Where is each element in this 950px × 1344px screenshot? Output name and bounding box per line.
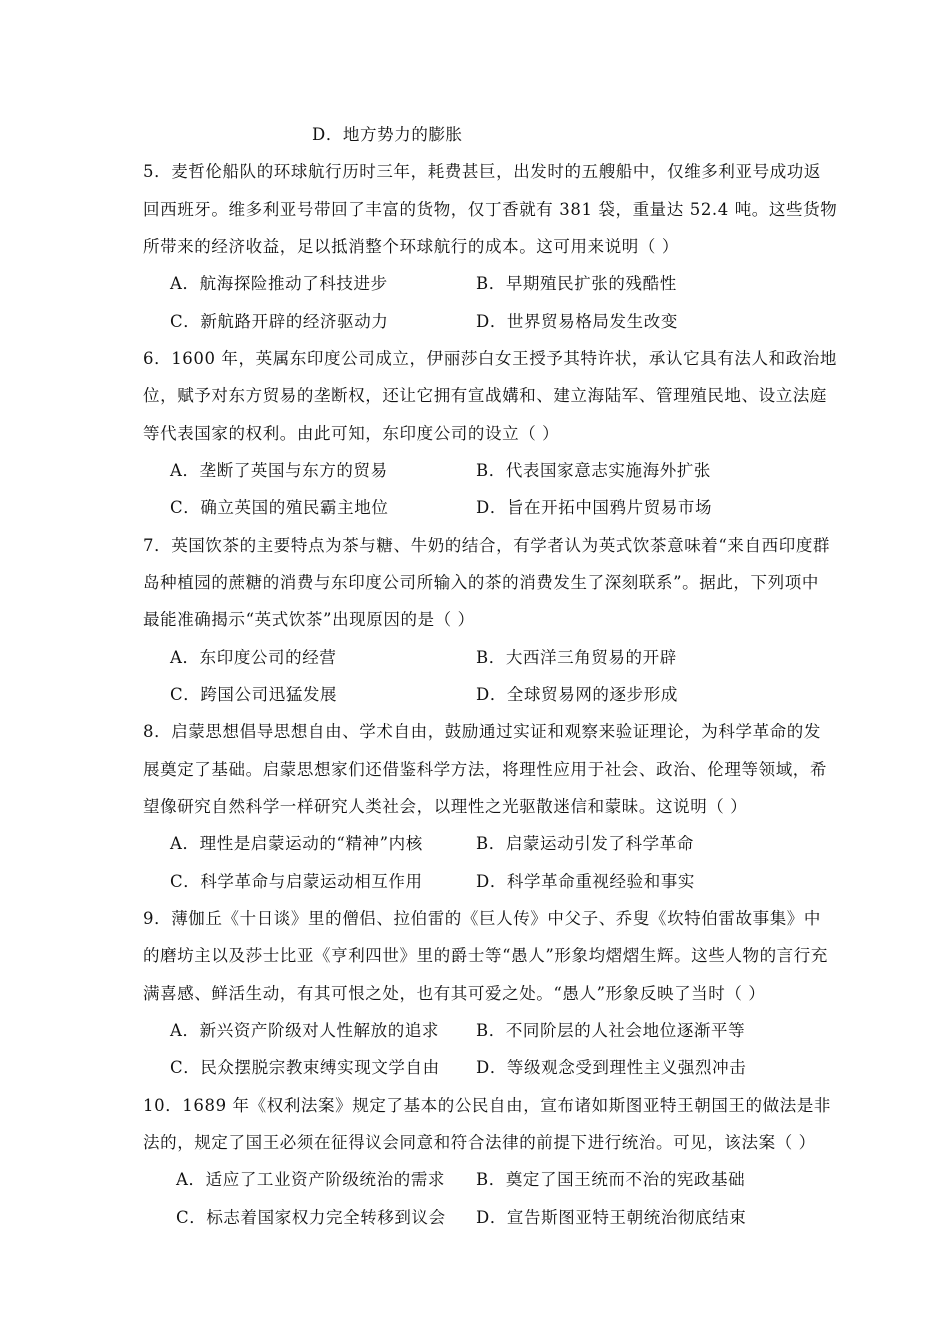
q10-option-c: C．标志着国家权力完全转移到议会 [176, 1208, 446, 1227]
q10-option-d: D．宣告斯图亚特王朝统治彻底结束 [476, 1208, 747, 1227]
q8-option-a: A．理性是启蒙运动的“精神”内核 [170, 834, 423, 853]
q10-stem-line-2: 法的，规定了国王必须在征得议会同意和符合法律的前提下进行统治。可见，该法案（ ） [143, 1133, 816, 1152]
q7-option-b: B．大西洋三角贸易的开辟 [476, 648, 677, 667]
q8-option-b: B．启蒙运动引发了科学革命 [476, 834, 694, 853]
q7-option-c: C．跨国公司迅猛发展 [170, 685, 338, 704]
q5-stem-line-1: 5．麦哲伦船队的环球航行历时三年，耗费甚巨，出发时的五艘船中，仅维多利亚号成功返 [143, 162, 821, 181]
q9-option-a: A．新兴资产阶级对人性解放的追求 [170, 1021, 440, 1040]
q5-option-a: A．航海探险推动了科技进步 [170, 274, 388, 293]
q6-option-a: A．垄断了英国与东方的贸易 [170, 461, 388, 480]
q7-stem-line-3: 最能准确揭示“英式饮茶”出现原因的是（ ） [143, 610, 475, 629]
q8-option-d: D．科学革命重视经验和事实 [476, 872, 696, 891]
q6-option-b: B．代表国家意志实施海外扩张 [476, 461, 712, 480]
q8-stem-line-1: 8．启蒙思想倡导思想自由、学术自由，鼓励通过实证和观察来验证理论，为科学革命的发 [143, 722, 821, 741]
q10-stem-line-1: 10．1689 年《权利法案》规定了基本的公民自由，宣布诸如斯图亚特王朝国王的做法是非 [143, 1096, 832, 1115]
q5-option-c: C．新航路开辟的经济驱动力 [170, 312, 389, 331]
q9-stem-line-2: 的磨坊主以及莎士比亚《亨利四世》里的爵士等“愚人”形象均熠熠生辉。这些人物的言行充 [143, 946, 828, 965]
q10-option-a: A．适应了工业资产阶级统治的需求 [176, 1170, 446, 1189]
q7-stem-line-2: 岛种植园的蔗糖的消费与东印度公司所输入的茶的消费发生了深刻联系”。据此，下列项中 [143, 573, 819, 592]
q5-option-d: D．世界贸易格局发生改变 [476, 312, 678, 331]
q8-stem-line-2: 展奠定了基础。启蒙思想家们还借鉴科学方法，将理性应用于社会、政治、伦理等领域，希 [143, 760, 827, 779]
q5-stem-line-2: 回西班牙。维多利亚号带回了丰富的货物，仅丁香就有 381 袋，重量达 52.4 吨。这些货物 [143, 200, 838, 219]
q9-option-c: C．民众摆脱宗教束缚实现文学自由 [170, 1058, 440, 1077]
q9-stem-line-3: 满喜感、鲜活生动，有其可恨之处，也有其可爱之处。“愚人”形象反映了当时（ ） [143, 984, 766, 1003]
q6-stem-line-2: 位，赋予对东方贸易的垄断权，还让它拥有宣战媾和、建立海陆军、管理殖民地、设立法庭 [143, 386, 827, 405]
q7-option-d: D．全球贸易网的逐步形成 [476, 685, 678, 704]
q8-option-c: C．科学革命与启蒙运动相互作用 [170, 872, 423, 891]
q9-stem-line-1: 9．薄伽丘《十日谈》里的僧侣、拉伯雷的《巨人传》中父子、乔叟《坎特伯雷故事集》中 [143, 909, 821, 928]
q7-stem-line-1: 7．英国饮茶的主要特点为茶与糖、牛奶的结合，有学者认为英式饮茶意味着“来自西印度群 [143, 536, 831, 555]
q6-option-d: D．旨在开拓中国鸦片贸易市场 [476, 498, 713, 517]
q9-option-d: D．等级观念受到理性主义强烈冲击 [476, 1058, 747, 1077]
q4-option-d: D．地方势力的膨胀 [312, 125, 463, 144]
q6-stem-line-3: 等代表国家的权利。由此可知，东印度公司的设立（ ） [143, 424, 560, 443]
q6-option-c: C．确立英国的殖民霸主地位 [170, 498, 389, 517]
q7-option-a: A．东印度公司的经营 [170, 648, 337, 667]
q5-stem-line-3: 所带来的经济收益，足以抵消整个环球航行的成本。这可用来说明（ ） [143, 237, 679, 256]
q10-option-b: B．奠定了国王统而不治的宪政基础 [476, 1170, 746, 1189]
q9-option-b: B．不同阶层的人社会地位逐渐平等 [476, 1021, 746, 1040]
q8-stem-line-3: 望像研究自然科学一样研究人类社会，以理性之光驱散迷信和蒙昧。这说明（ ） [143, 797, 748, 816]
q6-stem-line-1: 6．1600 年，英属东印度公司成立，伊丽莎白女王授予其特许状，承认它具有法人和政治地 [143, 349, 838, 368]
q5-option-b: B．早期殖民扩张的残酷性 [476, 274, 677, 293]
